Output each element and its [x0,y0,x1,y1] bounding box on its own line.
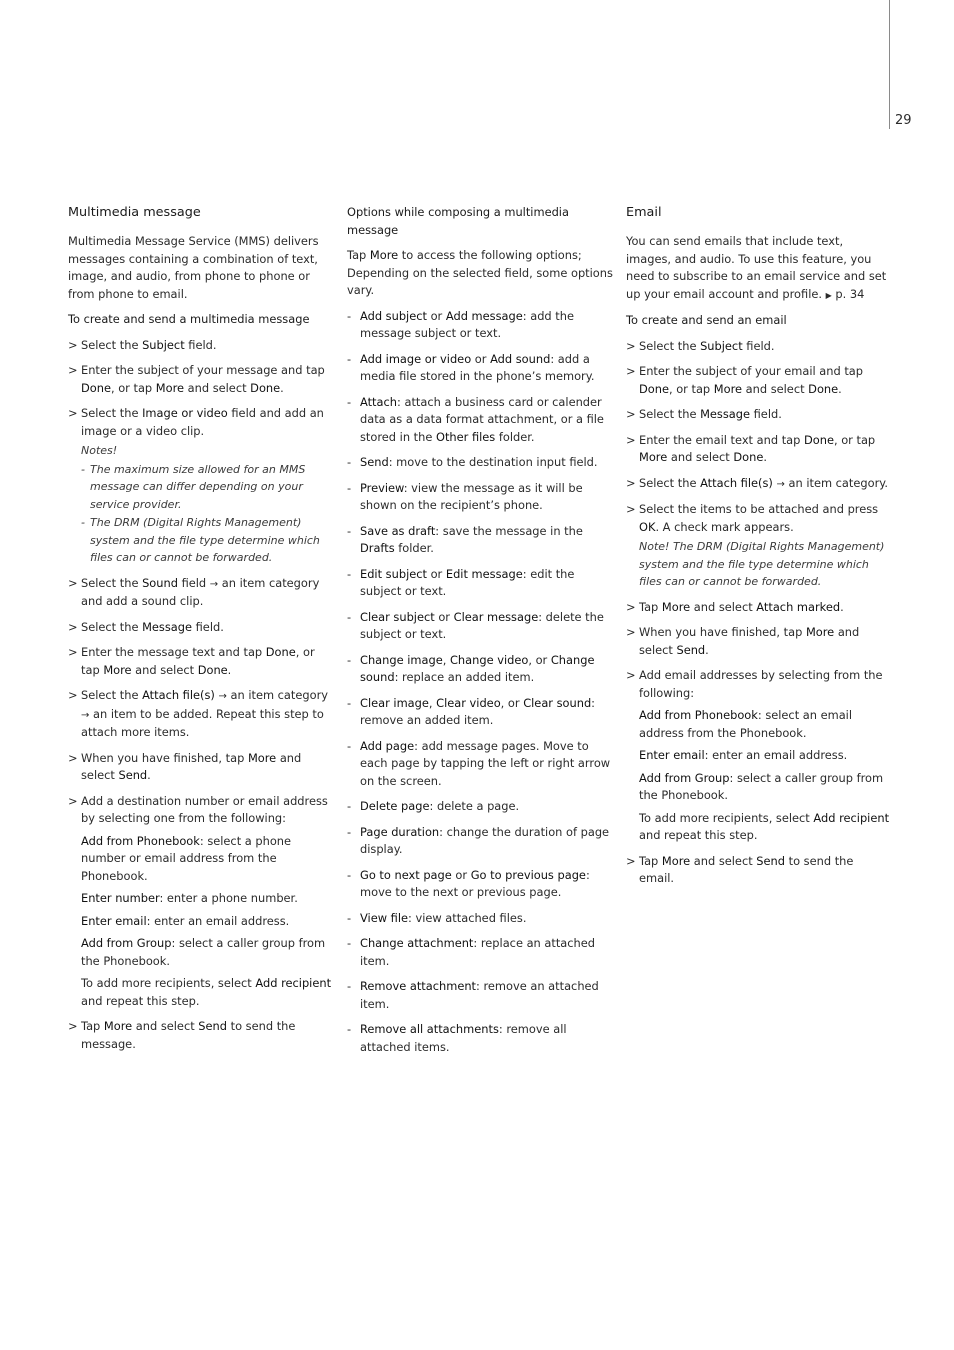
mms-step-9: > Add a destination number or email address by selecting one from the following: Add from Phonebook: select a phone number or email address from the Phonebook. Enter number: enter a phone number. Enter email: enter an email address. Add from Group: select a caller group from the Phonebook. To add more recipients, select Add recipient and repeat this step. [68,793,332,1011]
email-step-5: > Select the Attach file(s) → an item category. [626,475,889,490]
option-item: - Go to next page or Go to previous page: move to the next or previous page. [347,867,590,899]
option-item: - Add page: add message pages. Move to each page by tapping the left or right arrow on the screen. [347,738,611,788]
email-step-2: > Enter the subject of your email and tap Done, or tap More and select Done. [626,364,864,396]
option-item: - Attach: attach a business card or calender data as a data format attachment, or a file stored in the Other files folder. [347,394,604,444]
email-step-7: > Tap More and select Attach marked. [626,599,844,614]
mms-step-2: > Enter the subject of your message and tap Done, or tap More and select Done. [68,363,325,395]
mms-step-1: > Select the Subject field. [68,337,217,352]
email-subheading: To create and send an email [626,313,787,327]
mms-step-5: > Select the Message field. [68,619,224,634]
margin-rule [889,0,890,129]
email-step-8: > When you have finished, tap More and select Send. [626,625,860,657]
arrow-icon: → [776,478,785,490]
option-add-from-group: Add from Group: select a caller group from the Phonebook. [81,936,326,968]
play-triangle-icon: ▶ [825,290,832,300]
email-step-4: > Enter the email text and tap Done, or tap More and select Done. [626,432,876,464]
option-item: - Change image, Change video, or Change sound: replace an added item. [347,652,595,684]
option-item: - Add image or video or Add sound: add a media file stored in the phone’s memory. [347,351,595,383]
options-heading: Options while composing a multimedia message [347,205,569,237]
option-add-recipient: To add more recipients, select Add recipient and repeat this step. [639,810,890,842]
option-add-recipient: To add more recipients, select Add recipient and repeat this step. [81,976,332,1008]
mms-step-3: > Select the Image or video field and add an image or a video clip. Notes! - The maximum size allowed for an MMS message can differ depending on your service provider. - The DRM (Digital Rights Management) system and the file type determine which files can or cannot be forwarded. [68,405,332,567]
option-enter-number: Enter number: enter a phone number. [81,891,298,905]
drm-note: Note! The DRM (Digital Rights Management) system and the file type determine which files can or cannot be forwarded. [639,540,885,588]
email-step-10: > Tap More and select Send to send the email. [626,853,854,885]
note-item: - The DRM (Digital Rights Management) system and the file type determine which files can or cannot be forwarded. [81,516,320,564]
option-item: - Delete page: delete a page. [347,799,520,813]
notes-label: Notes! [81,444,118,457]
email-intro: You can send emails that include text, images, and audio. To use this feature, you need to subscribe to an email service and set up your email account and profile. ▶ p. 34 [626,234,887,301]
option-add-from-phonebook: Add from Phonebook: select a phone number or email address from the Phonebook. [81,833,292,883]
mms-intro: Multimedia Message Service (MMS) delivers messages containing a combination of text, image, and audio, from phone to phone or from phone to email. [68,234,319,301]
option-item: - Preview: view the message as it will be shown on the recipient’s phone. [347,480,583,512]
options-column [347,204,613,1064]
option-item: - Remove all attachments: remove all attached items. [347,1022,567,1054]
mms-step-7: > Select the Attach file(s) → an item category → an item to be added. Repeat this step to attach more items. [68,688,329,739]
email-step-3: > Select the Message field. [626,407,782,421]
mms-step-6: > Enter the message text and tap Done, or tap More and select Done. [68,645,315,677]
arrow-icon: → [218,691,227,702]
email-step-9: > Add email addresses by selecting from the following: Add from Phonebook: select an email address from the Phonebook. Enter email: enter an email address. Add from Group: select a caller group from the Phonebook. To add more recipients, select Add recipient and repeat this step. [626,667,890,845]
option-item: - Add subject or Add message: add the message subject or text. [347,308,574,340]
options-intro: Tap More to access the following options; Depending on the selected field, some options vary. [347,248,613,297]
mms-step-10: > Tap More and select Send to send the message. [68,1019,296,1051]
mms-subheading: To create and send a multimedia message [68,312,310,326]
mms-step-4: > Select the Sound field → an item category and add a sound clip. [68,575,320,608]
arrow-icon: → [209,578,219,590]
option-item: - Page duration: change the duration of page display. [347,824,610,856]
option-item: - Clear subject or Clear message: delete the subject or text. [347,609,604,641]
option-item: - Edit subject or Edit message: edit the subject or text. [347,566,575,598]
option-item: - Send: move to the destination input field. [347,455,598,469]
mms-column [68,204,332,1061]
option-add-from-group: Add from Group: select a caller group from the Phonebook. [639,770,884,802]
email-step-1: > Select the Subject field. [626,338,775,353]
option-add-from-phonebook: Add from Phonebook: select an email address from the Phonebook. [639,708,853,740]
email-heading: Email [626,205,662,220]
option-item: - Remove attachment: remove an attached item. [347,979,599,1011]
email-step-6: > Select the items to be attached and press OK. A check mark appears. Note! The DRM (Digital Rights Management) system and the file type determine which files can or cannot be forwarded. [626,501,890,591]
arrow-icon: → [81,709,90,721]
mms-step-8: > When you have finished, tap More and select Send. [68,750,302,782]
note-item: - The maximum size allowed for an MMS message can differ depending on your service provider. [81,462,306,511]
page-number: 29 [895,113,912,128]
option-enter-email: Enter email: enter an email address. [81,913,290,928]
option-enter-email: Enter email: enter an email address. [639,748,848,762]
mms-heading: Multimedia message [68,205,201,220]
option-item: - Clear image, Clear video, or Clear sound: remove an added item. [347,695,596,727]
option-item: - Change attachment: replace an attached item. [347,936,596,968]
option-item: - View file: view attached files. [347,910,527,925]
email-column [626,204,890,896]
option-item: - Save as draft: save the message in the Drafts folder. [347,523,583,555]
